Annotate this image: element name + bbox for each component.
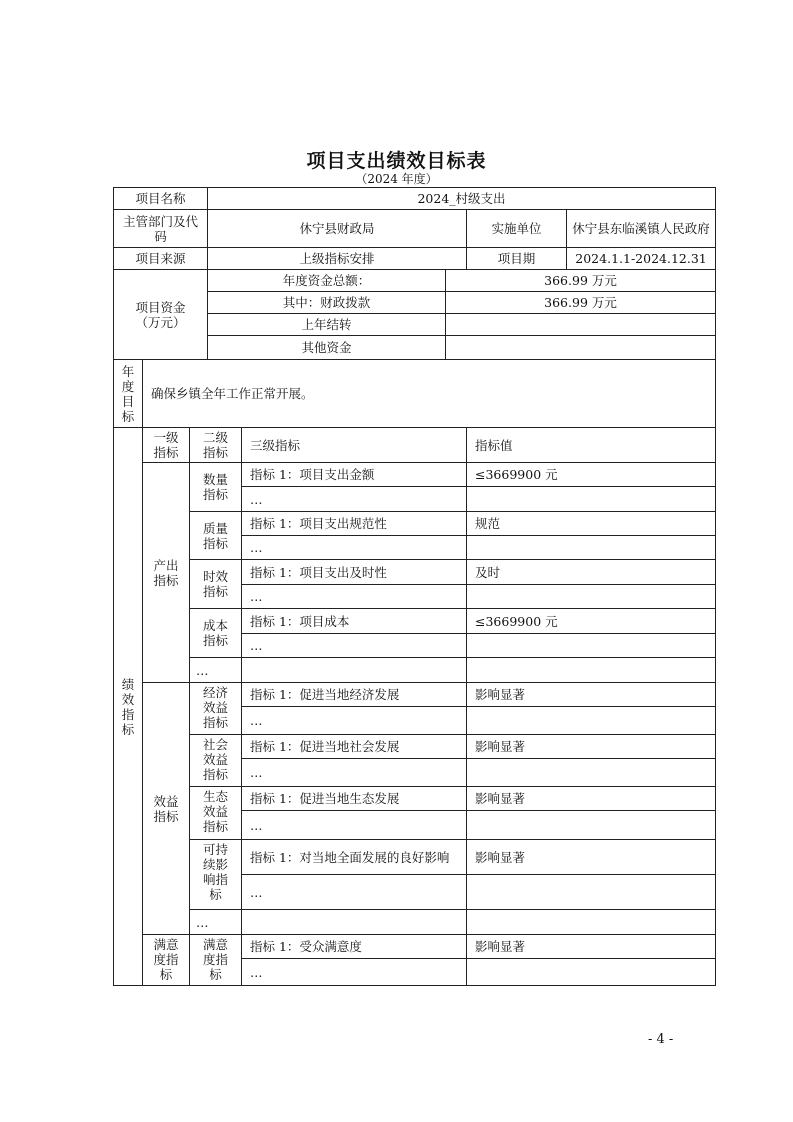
cost-indicator-value: ≤3669900 元 bbox=[467, 609, 716, 634]
ecological-indicators-label: 生态效益指标 bbox=[190, 787, 242, 840]
social-indicator-name: 指标 1：促进当地社会发展 bbox=[242, 735, 467, 759]
economic-ellipsis: … bbox=[242, 707, 467, 735]
quality-ellipsis: … bbox=[242, 536, 467, 560]
cost-indicator-name: 指标 1：项目成本 bbox=[242, 609, 467, 634]
quality-indicator-value: 规范 bbox=[467, 512, 716, 536]
funds-carryover-value bbox=[446, 314, 716, 336]
satisfaction-indicators-label: 满意度指标 bbox=[143, 935, 190, 986]
sustainable-ellipsis: … bbox=[242, 875, 467, 910]
economic-indicators-label: 经济效益指标 bbox=[190, 683, 242, 735]
social-indicators-label: 社会效益指标 bbox=[190, 735, 242, 787]
empty-cell bbox=[467, 959, 716, 986]
economic-indicator-value: 影响显著 bbox=[467, 683, 716, 707]
source-label: 项目来源 bbox=[114, 248, 208, 270]
timeliness-indicators-label: 时效指标 bbox=[190, 560, 242, 609]
header-level1: 一级指标 bbox=[143, 428, 190, 463]
output-indicators-label: 产出指标 bbox=[143, 463, 190, 683]
empty-cell bbox=[467, 634, 716, 658]
source-value: 上级指标安排 bbox=[208, 248, 467, 270]
quantity-indicators-label: 数量指标 bbox=[190, 463, 242, 512]
funds-other-label: 其他资金 bbox=[208, 336, 446, 360]
implementer-label: 实施单位 bbox=[467, 210, 567, 248]
sustainable-indicator-name: 指标 1：对当地全面发展的良好影响 bbox=[242, 840, 467, 875]
quantity-indicator-name: 指标 1：项目支出金额 bbox=[242, 463, 467, 487]
funds-total-label: 年度资金总额： bbox=[208, 270, 446, 292]
year-subtitle: （2024 年度） bbox=[355, 172, 438, 186]
period-value: 2024.1.1-2024.12.31 bbox=[567, 248, 716, 270]
annual-goal-text: 确保乡镇全年工作正常开展。 bbox=[143, 360, 716, 428]
empty-cell bbox=[242, 658, 467, 683]
benefit-ellipsis: … bbox=[190, 910, 242, 935]
department-label: 主管部门及代码 bbox=[114, 210, 208, 248]
performance-target-table bbox=[113, 187, 716, 986]
empty-cell bbox=[467, 910, 716, 935]
satisfaction-indicator-value: 影响显著 bbox=[467, 935, 716, 959]
quantity-indicator-value: ≤3669900 元 bbox=[467, 463, 716, 487]
performance-indicators-label: 绩效指标 bbox=[114, 428, 143, 986]
social-indicator-value: 影响显著 bbox=[467, 735, 716, 759]
header-level3: 三级指标 bbox=[242, 428, 467, 463]
funds-label: 项目资金（万元） bbox=[114, 270, 208, 360]
annual-goal-label: 年度目标 bbox=[114, 360, 143, 428]
empty-cell bbox=[467, 759, 716, 787]
page-title: 项目支出绩效目标表 bbox=[306, 150, 487, 172]
empty-cell bbox=[467, 875, 716, 910]
timeliness-indicator-value: 及时 bbox=[467, 560, 716, 585]
quantity-ellipsis: … bbox=[242, 487, 467, 512]
empty-cell bbox=[467, 536, 716, 560]
sustainable-indicator-value: 影响显著 bbox=[467, 840, 716, 875]
ecological-indicator-value: 影响显著 bbox=[467, 787, 716, 811]
benefit-indicators-label: 效益指标 bbox=[143, 683, 190, 935]
cost-ellipsis: … bbox=[242, 634, 467, 658]
funds-other-value bbox=[446, 336, 716, 360]
project-name-value: 2024_村级支出 bbox=[208, 188, 716, 210]
header-value: 指标值 bbox=[467, 428, 716, 463]
empty-cell bbox=[467, 487, 716, 512]
cost-indicators-label: 成本指标 bbox=[190, 609, 242, 658]
ecological-indicator-name: 指标 1：促进当地生态发展 bbox=[242, 787, 467, 811]
funds-fiscal-value: 366.99 万元 bbox=[446, 292, 716, 314]
satisfaction-ellipsis: … bbox=[242, 959, 467, 986]
funds-fiscal-label: 其中：财政拨款 bbox=[208, 292, 446, 314]
economic-indicator-name: 指标 1：促进当地经济发展 bbox=[242, 683, 467, 707]
department-value: 休宁县财政局 bbox=[208, 210, 467, 248]
satisfaction-sub-label: 满意度指标 bbox=[190, 935, 242, 986]
implementer-value: 休宁县东临溪镇人民政府 bbox=[567, 210, 716, 248]
empty-cell bbox=[467, 811, 716, 840]
empty-cell bbox=[467, 707, 716, 735]
ecological-ellipsis: … bbox=[242, 811, 467, 840]
social-ellipsis: … bbox=[242, 759, 467, 787]
period-label: 项目期 bbox=[467, 248, 567, 270]
sustainable-indicators-label: 可持续影响指标 bbox=[190, 840, 242, 910]
quality-indicators-label: 质量指标 bbox=[190, 512, 242, 560]
empty-cell bbox=[467, 658, 716, 683]
empty-cell bbox=[467, 585, 716, 609]
output-ellipsis: … bbox=[190, 658, 242, 683]
timeliness-ellipsis: … bbox=[242, 585, 467, 609]
funds-total-value: 366.99 万元 bbox=[446, 270, 716, 292]
empty-cell bbox=[242, 910, 467, 935]
funds-carryover-label: 上年结转 bbox=[208, 314, 446, 336]
timeliness-indicator-name: 指标 1：项目支出及时性 bbox=[242, 560, 467, 585]
project-name-label: 项目名称 bbox=[114, 188, 208, 210]
page-number: - 4 - bbox=[648, 1032, 674, 1047]
header-level2: 二级指标 bbox=[190, 428, 242, 463]
quality-indicator-name: 指标 1：项目支出规范性 bbox=[242, 512, 467, 536]
satisfaction-indicator-name: 指标 1：受众满意度 bbox=[242, 935, 467, 959]
